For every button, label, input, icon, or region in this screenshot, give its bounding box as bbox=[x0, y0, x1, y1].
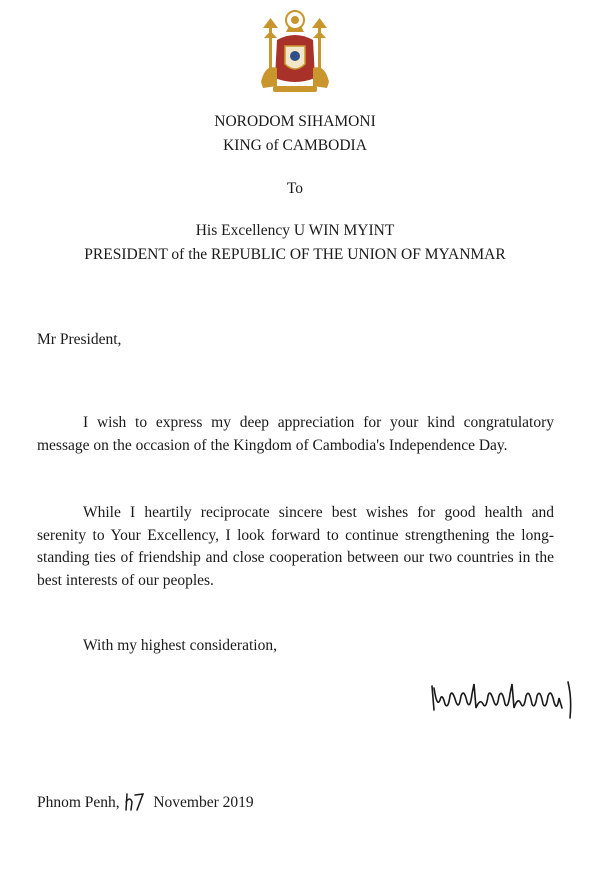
body-paragraph: I wish to express my deep appreciation for your kind congratulatory message on the occasion of the Kingdom of Cambodia's Independence Day. bbox=[37, 414, 554, 454]
recipient-title: PRESIDENT of the REPUBLIC OF THE UNION OF MYANMAR bbox=[84, 246, 506, 263]
place: Phnom Penh, bbox=[37, 794, 120, 811]
place-date-line bbox=[37, 790, 254, 812]
recipient-name: His Excellency U WIN MYINT bbox=[195, 222, 395, 239]
handwritten-day bbox=[124, 790, 146, 812]
sender-name: NORODOM SIHAMONI bbox=[214, 113, 376, 130]
handwritten-signature bbox=[428, 678, 576, 722]
royal-crest-icon bbox=[255, 6, 335, 96]
body-paragraph: While I heartily reciprocate sincere best wishes for good health and serenity to Your Excellency, I look forward to continue strengthening the long-standing ties of friendship and close cooperation between our two countries in the best interests of our peoples. bbox=[37, 504, 554, 589]
closing-line: With my highest consideration, bbox=[83, 637, 277, 654]
to-label: To bbox=[286, 180, 304, 197]
salutation: Mr President, bbox=[37, 331, 122, 348]
sender-title: KING of CAMBODIA bbox=[223, 137, 367, 154]
date-month-year: November 2019 bbox=[153, 794, 254, 811]
